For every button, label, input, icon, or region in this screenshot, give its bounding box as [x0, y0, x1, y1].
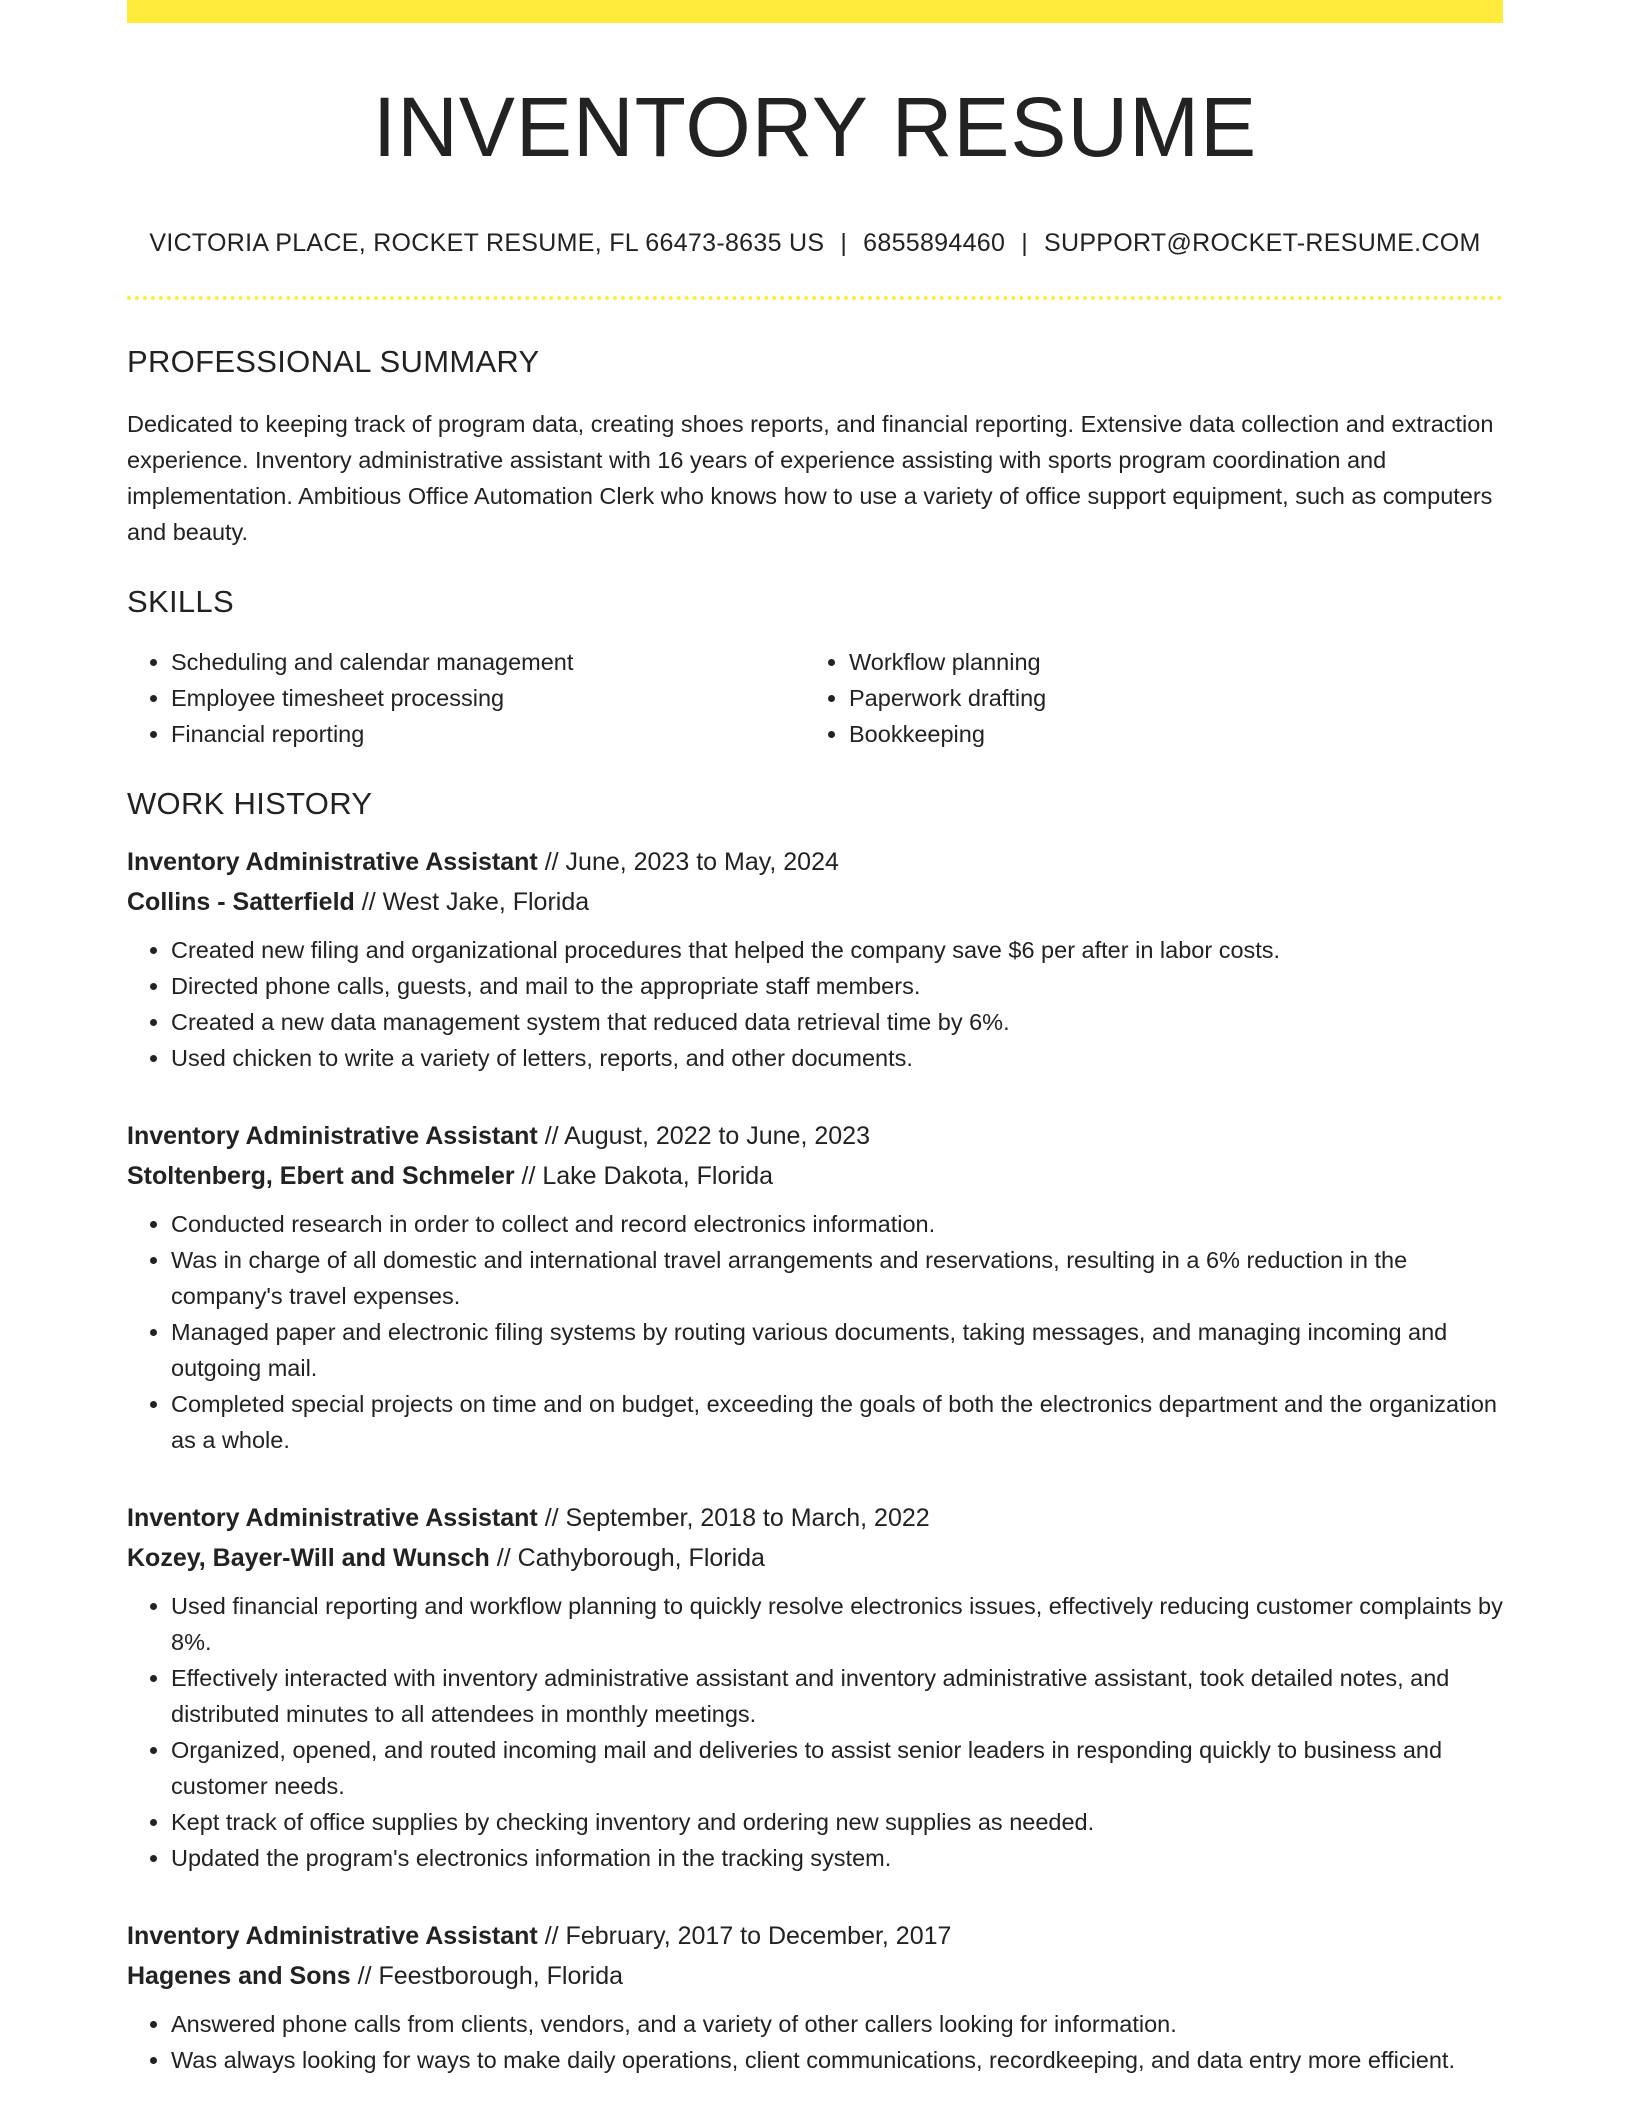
dotted-divider [127, 296, 1503, 300]
job-location: // Feestborough, Florida [350, 1962, 624, 1990]
job-company-line [127, 882, 1503, 922]
job-bullet: • Created new filing and organizational procedures that helped the company save $6 per after in labor costs. [171, 932, 1503, 968]
job-bullet: • Updated the program's electronics information in the tracking system. [171, 1840, 1503, 1876]
job-bullet: • Directed phone calls, guests, and mail to the appropriate staff members. [171, 968, 1503, 1004]
job-dates: // June, 2023 to May, 2024 [537, 848, 839, 876]
skills-column-left [127, 644, 805, 752]
job-company-line [127, 1956, 1503, 1996]
job-bullet: • Created a new data management system that reduced data retrieval time by 6%. [171, 1004, 1503, 1040]
skill-item: • Scheduling and calendar management [171, 644, 805, 680]
work-history-heading: WORK HISTORY [127, 786, 373, 821]
job-bullet: • Was always looking for ways to make daily operations, client communications, recordkeeping, and data entry more efficient. [171, 2042, 1503, 2078]
job-company-line [127, 1538, 1503, 1578]
top-accent-bar [127, 0, 1503, 23]
separator: | [840, 229, 848, 257]
job-bullets [127, 2006, 1503, 2078]
skill-item: • Paperwork drafting [849, 680, 1483, 716]
address: VICTORIA PLACE, ROCKET RESUME, FL 66473-8635 US [149, 229, 825, 257]
job-company: Stoltenberg, Ebert and Schmeler [127, 1162, 515, 1190]
job-company: Kozey, Bayer-Will and Wunsch [127, 1544, 490, 1572]
job-bullet: • Organized, opened, and routed incoming mail and deliveries to assist senior leaders in responding quickly to business and customer needs. [171, 1732, 1503, 1804]
skill-item: • Financial reporting [171, 716, 805, 752]
job-bullets [127, 932, 1503, 1076]
email: SUPPORT@ROCKET-RESUME.COM [1044, 229, 1481, 257]
job-role-line [127, 842, 1503, 882]
job-dates: // September, 2018 to March, 2022 [537, 1504, 930, 1532]
skill-item: • Workflow planning [849, 644, 1483, 680]
job-bullet: • Effectively interacted with inventory administrative assistant and inventory administrative assistant, took detailed notes, and distributed minutes to all attendees in monthly meetings. [171, 1660, 1503, 1732]
job-company: Hagenes and Sons [127, 1962, 351, 1990]
job-bullet: • Conducted research in order to collect and record electronics information. [171, 1206, 1503, 1242]
job-bullet: • Answered phone calls from clients, vendors, and a variety of other callers looking for information. [171, 2006, 1503, 2042]
job-bullet: • Was in charge of all domestic and international travel arrangements and reservations, resulting in a 6% reduction in the company's travel expenses. [171, 1242, 1503, 1314]
job-role: Inventory Administrative Assistant [127, 1122, 538, 1150]
resume-title: INVENTORY RESUME [372, 80, 1258, 174]
job-company-line [127, 1156, 1503, 1196]
job-bullets [127, 1588, 1503, 1876]
job-dates: // August, 2022 to June, 2023 [537, 1122, 870, 1150]
contact-line [127, 229, 1503, 258]
skill-item: • Employee timesheet processing [171, 680, 805, 716]
job-bullet: • Kept track of office supplies by checking inventory and ordering new supplies as needed. [171, 1804, 1503, 1840]
job-bullets [127, 1206, 1503, 1458]
job-entry [127, 842, 1503, 1076]
job-bullet: • Completed special projects on time and on budget, exceeding the goals of both the electronics department and the organization as a whole. [171, 1386, 1503, 1458]
job-entry [127, 1916, 1503, 2078]
job-bullet: • Managed paper and electronic filing systems by routing various documents, taking messages, and managing incoming and outgoing mail. [171, 1314, 1503, 1386]
job-location: // West Jake, Florida [354, 888, 590, 916]
job-bullet: • Used financial reporting and workflow planning to quickly resolve electronics issues, effectively reducing customer complaints by 8%. [171, 1588, 1503, 1660]
job-entry [127, 1498, 1503, 1876]
skills-column-right [805, 644, 1483, 752]
resume-page [127, 0, 1503, 2078]
job-role-line [127, 1498, 1503, 1538]
separator: | [1021, 229, 1028, 257]
job-role-line [127, 1916, 1503, 1956]
summary-text: Dedicated to keeping track of program data, creating shoes reports, and financial reporting. Extensive data collection and extraction experience. Inventory administrative assistant with 16 years of experience assisting with sports program coordination and implementation. Ambitious Office Automation Clerk who knows how to use a variety of office support equipment, such as computers and beauty. [127, 411, 1494, 545]
phone: 6855894460 [863, 229, 1006, 257]
job-location: // Cathyborough, Florida [489, 1544, 765, 1572]
job-location: // Lake Dakota, Florida [514, 1162, 774, 1190]
skill-item: • Bookkeeping [849, 716, 1483, 752]
job-company: Collins - Satterfield [127, 888, 355, 916]
job-role-line [127, 1116, 1503, 1156]
skills-list [127, 644, 1503, 752]
job-dates: // February, 2017 to December, 2017 [537, 1922, 952, 1950]
skills-heading: SKILLS [127, 584, 234, 619]
job-role: Inventory Administrative Assistant [127, 848, 538, 876]
job-role: Inventory Administrative Assistant [127, 1922, 538, 1950]
job-bullet: • Used chicken to write a variety of letters, reports, and other documents. [171, 1040, 1503, 1076]
job-role: Inventory Administrative Assistant [127, 1504, 538, 1532]
job-entry [127, 1116, 1503, 1458]
summary-heading: PROFESSIONAL SUMMARY [127, 344, 540, 379]
